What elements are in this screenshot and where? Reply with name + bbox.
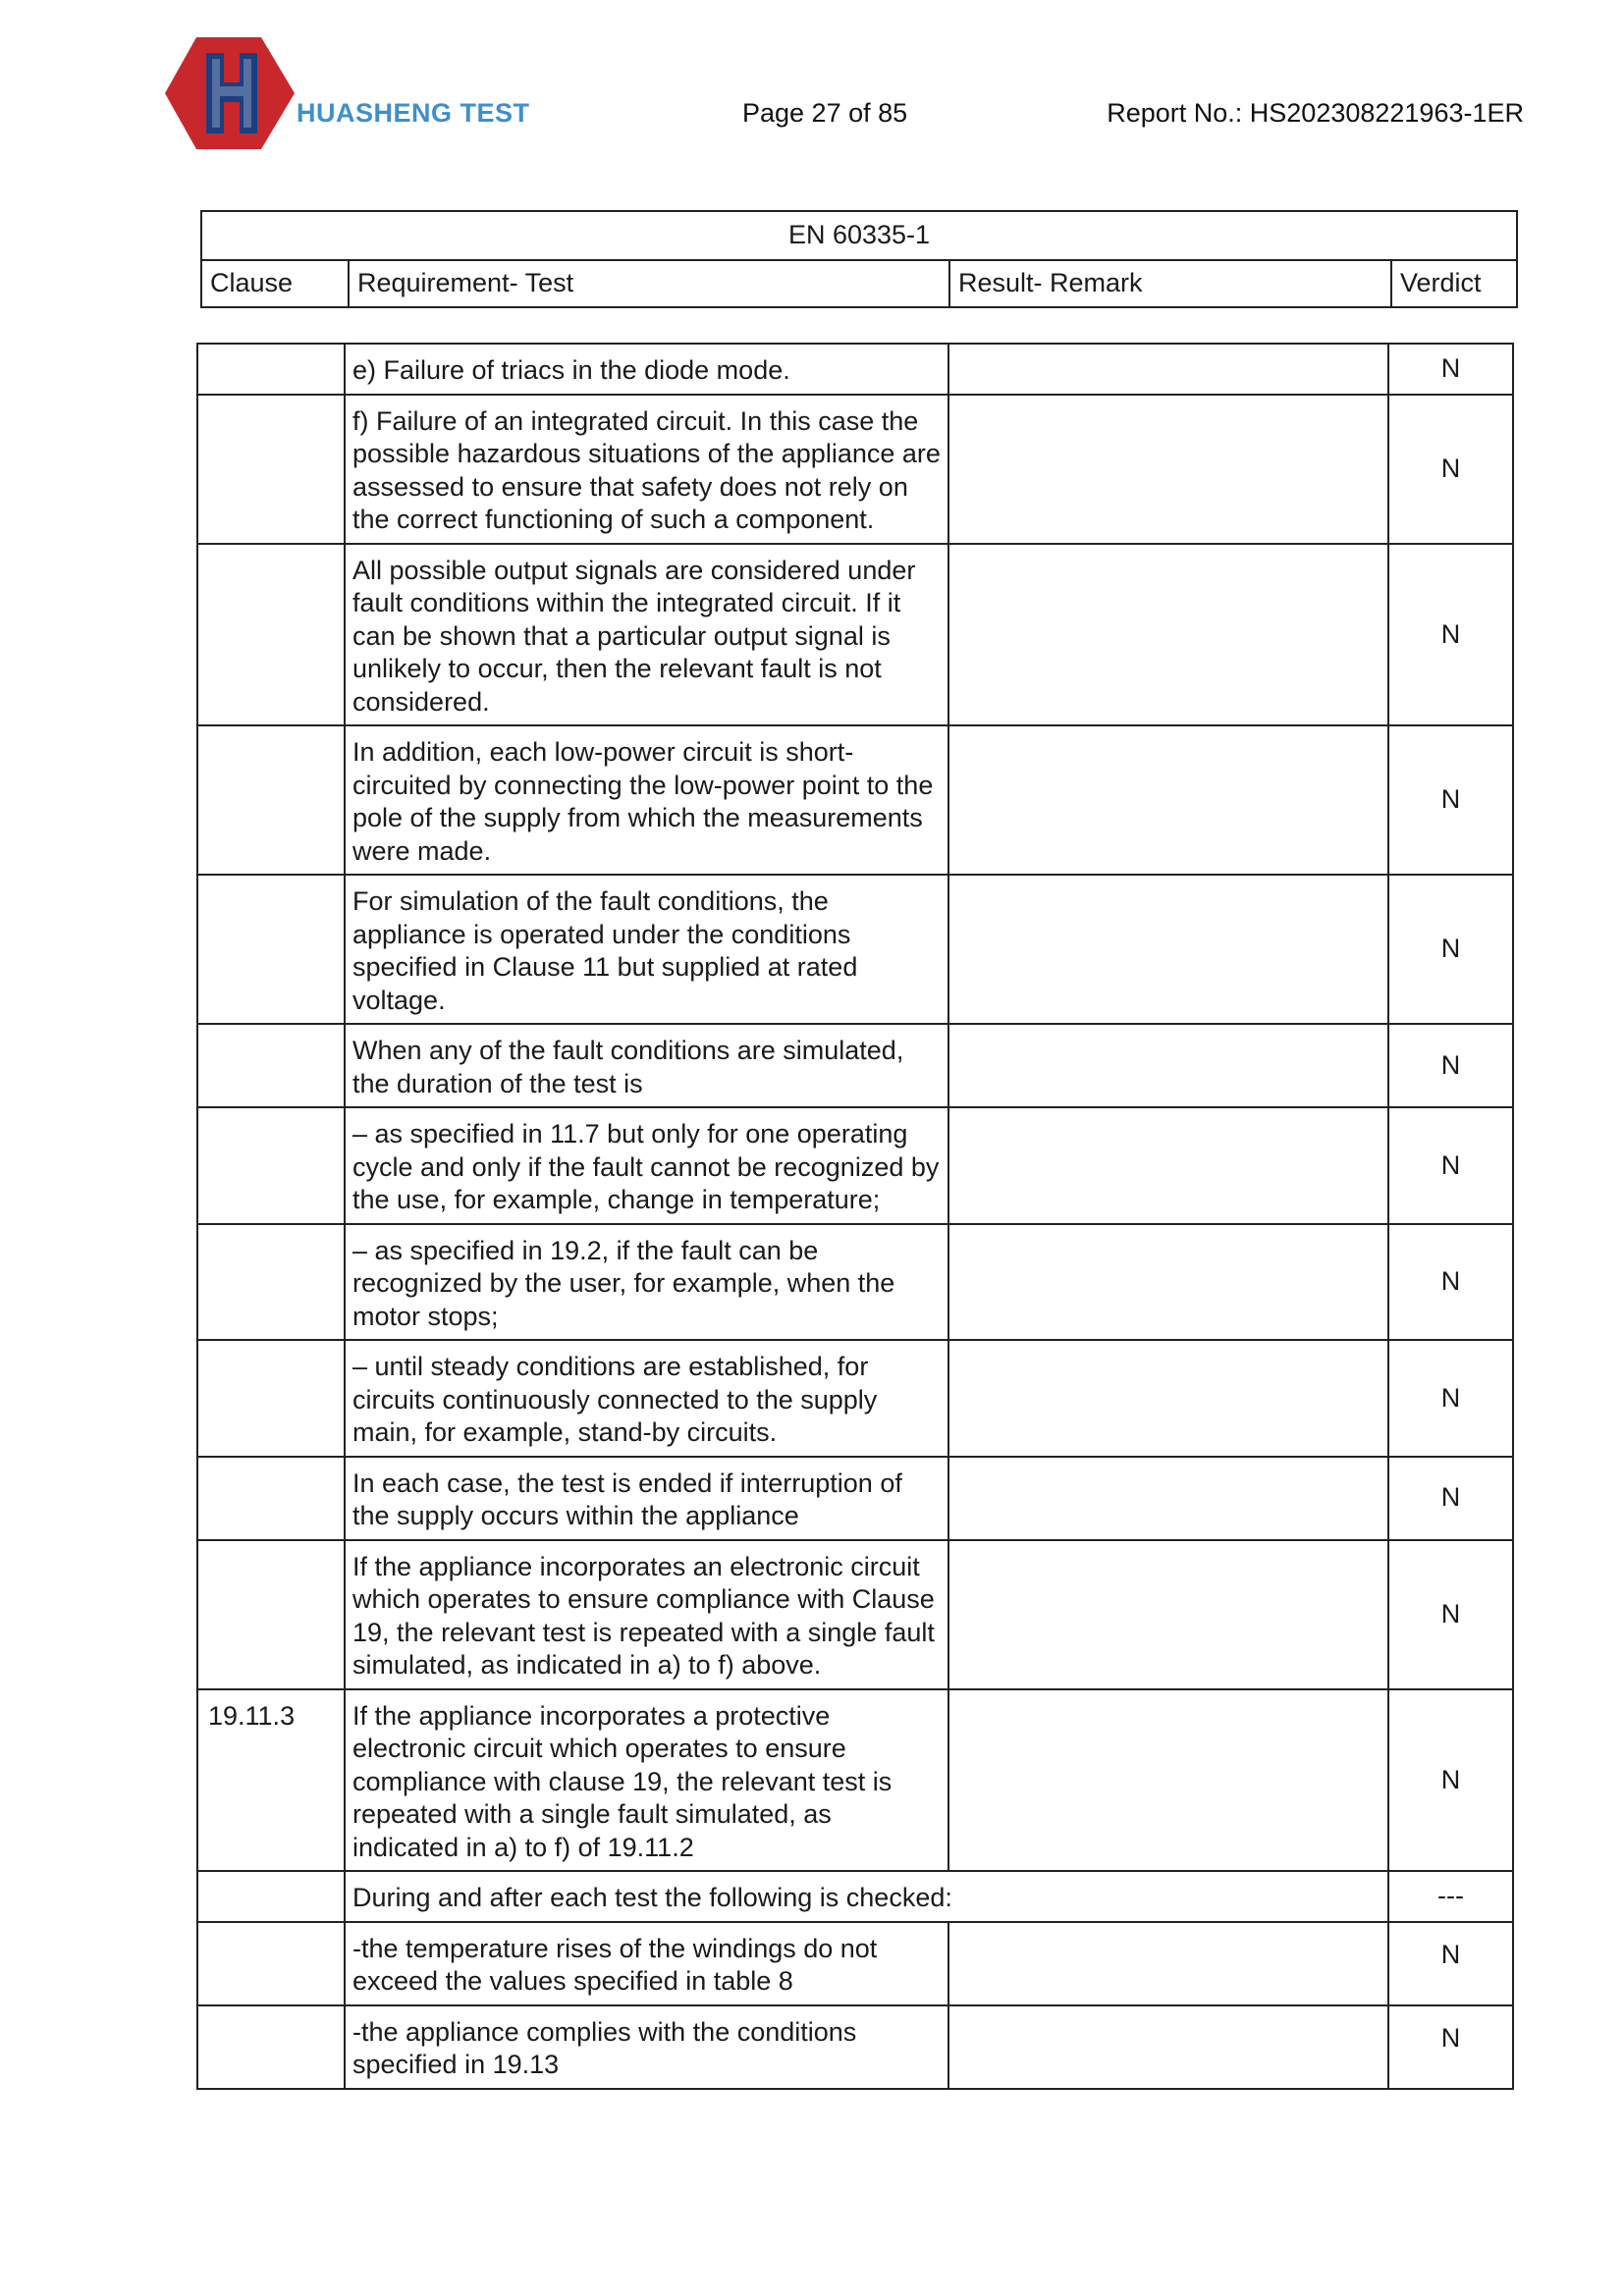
clause-cell xyxy=(197,1340,345,1457)
verdict-cell: N xyxy=(1388,1107,1513,1224)
clause-cell xyxy=(197,1107,345,1224)
clause-cell xyxy=(197,875,345,1024)
clause-cell xyxy=(197,2005,345,2089)
verdict-cell: N xyxy=(1388,1689,1513,1872)
table-row xyxy=(197,1024,1513,1107)
clause-cell: 19.11.3 xyxy=(197,1689,345,1872)
brand-name: HUASHENG TEST xyxy=(297,98,530,128)
column-header-verdict: Verdict xyxy=(1391,260,1517,307)
result-cell xyxy=(948,2005,1388,2089)
requirement-cell: If the appliance incorporates a protective electronic circuit which operates to ensure compliance with clause 19, the relevant test is repeated with a single fault simulated, as indicated in a) to f) of 19.11.2 xyxy=(345,1689,948,1872)
verdict-cell: N xyxy=(1388,544,1513,726)
table-row xyxy=(197,544,1513,726)
requirement-cell: When any of the fault conditions are simulated, the duration of the test is xyxy=(345,1024,948,1107)
requirement-cell: – as specified in 11.7 but only for one operating cycle and only if the fault cannot be recognized by the use, for example, change in temperature; xyxy=(345,1107,948,1224)
page-number: Page 27 of 85 xyxy=(742,98,908,128)
requirement-cell: – until steady conditions are established, for circuits continuously connected to the supply main, for example, stand-by circuits. xyxy=(345,1340,948,1457)
requirement-cell: f) Failure of an integrated circuit. In this case the possible hazardous situations of the appliance are assessed to ensure that safety does not rely on the correct functioning of such a component. xyxy=(345,395,948,544)
table-row xyxy=(197,1689,1513,1872)
huasheng-logo-icon xyxy=(163,35,297,151)
result-cell xyxy=(948,1024,1388,1107)
clause-cell xyxy=(197,344,345,395)
verdict-cell: N xyxy=(1388,344,1513,395)
requirement-cell: In each case, the test is ended if interruption of the supply occurs within the appliance xyxy=(345,1457,948,1540)
standard-title: EN 60335-1 xyxy=(201,211,1517,260)
verdict-cell: N xyxy=(1388,725,1513,875)
result-cell xyxy=(948,1340,1388,1457)
requirement-cell: -the temperature rises of the windings do not exceed the values specified in table 8 xyxy=(345,1922,948,2005)
requirement-cell: – as specified in 19.2, if the fault can be recognized by the user, for example, when the motor stops; xyxy=(345,1224,948,1341)
result-cell xyxy=(948,1107,1388,1224)
verdict-cell: --- xyxy=(1388,1871,1513,1922)
requirement-cell: e) Failure of triacs in the diode mode. xyxy=(345,344,948,395)
standard-header-table xyxy=(200,210,1518,308)
result-cell xyxy=(948,1922,1388,2005)
result-cell xyxy=(948,1457,1388,1540)
result-cell xyxy=(948,1540,1388,1689)
verdict-cell: N xyxy=(1388,1922,1513,2005)
result-cell xyxy=(948,344,1388,395)
requirement-cell: If the appliance incorporates an electronic circuit which operates to ensure compliance with Clause 19, the relevant test is repeated with a single fault simulated, as indicated in a) to f) above. xyxy=(345,1540,948,1689)
result-cell xyxy=(948,1224,1388,1341)
verdict-cell: N xyxy=(1388,1540,1513,1689)
table-row xyxy=(197,1340,1513,1457)
requirement-cell: All possible output signals are considered under fault conditions within the integrated circuit. If it can be shown that a particular output signal is unlikely to occur, then the relevant fault is not considered. xyxy=(345,544,948,726)
table-row xyxy=(197,1107,1513,1224)
clause-cell xyxy=(197,725,345,875)
verdict-cell: N xyxy=(1388,395,1513,544)
table-row xyxy=(197,344,1513,395)
table-row xyxy=(197,875,1513,1024)
requirement-cell: During and after each test the following is checked: xyxy=(345,1871,1388,1922)
clause-cell xyxy=(197,1024,345,1107)
table-row xyxy=(197,1871,1513,1922)
verdict-cell: N xyxy=(1388,1457,1513,1540)
column-header-result: Result- Remark xyxy=(949,260,1391,307)
column-header-clause: Clause xyxy=(201,260,349,307)
report-number: Report No.: HS202308221963-1ER xyxy=(1107,98,1524,128)
table-row xyxy=(197,1457,1513,1540)
verdict-cell: N xyxy=(1388,1340,1513,1457)
clause-cell xyxy=(197,1224,345,1341)
table-row xyxy=(197,1540,1513,1689)
table-row xyxy=(197,2005,1513,2089)
requirement-cell: In addition, each low-power circuit is short-circuited by connecting the low-power point to the pole of the supply from which the measurements were made. xyxy=(345,725,948,875)
clause-cell xyxy=(197,1922,345,2005)
verdict-cell: N xyxy=(1388,1224,1513,1341)
table-row xyxy=(197,395,1513,544)
table-row xyxy=(197,725,1513,875)
verdict-cell: N xyxy=(1388,875,1513,1024)
clause-cell xyxy=(197,1540,345,1689)
requirement-cell: For simulation of the fault conditions, the appliance is operated under the conditions specified in Clause 11 but supplied at rated voltage. xyxy=(345,875,948,1024)
verdict-cell: N xyxy=(1388,1024,1513,1107)
result-cell xyxy=(948,1689,1388,1872)
clause-cell xyxy=(197,1457,345,1540)
table-row xyxy=(197,1224,1513,1341)
result-cell xyxy=(948,875,1388,1024)
result-cell xyxy=(948,544,1388,726)
verdict-cell: N xyxy=(1388,2005,1513,2089)
table-row xyxy=(197,1922,1513,2005)
requirement-cell: -the appliance complies with the conditions specified in 19.13 xyxy=(345,2005,948,2089)
clause-cell xyxy=(197,544,345,726)
column-header-requirement: Requirement- Test xyxy=(349,260,949,307)
requirements-table xyxy=(196,343,1514,2090)
result-cell xyxy=(948,395,1388,544)
result-cell xyxy=(948,725,1388,875)
clause-cell xyxy=(197,395,345,544)
clause-cell xyxy=(197,1871,345,1922)
